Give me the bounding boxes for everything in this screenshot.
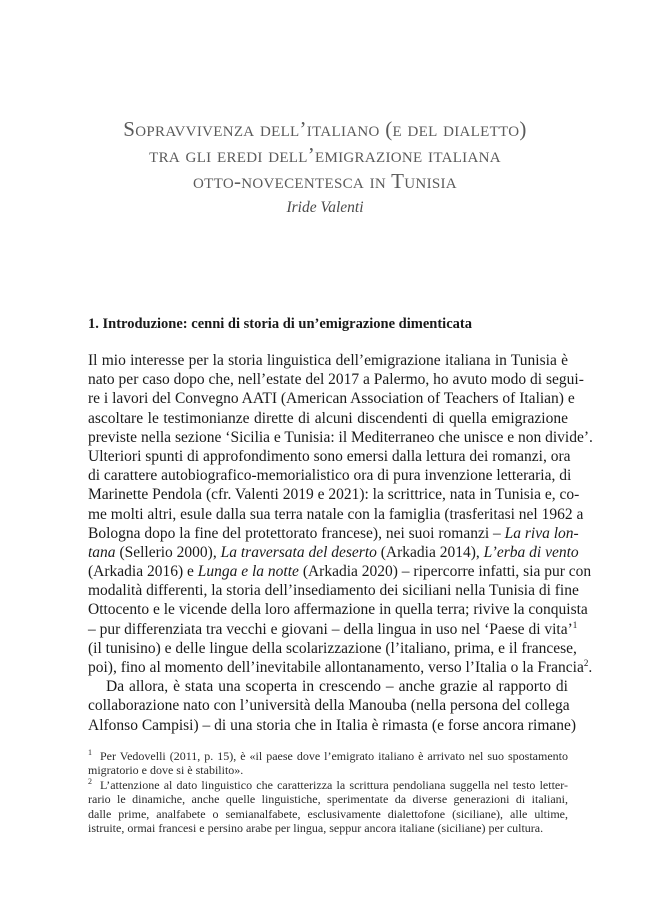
author-name: Iride Valenti [286, 199, 364, 216]
text-line: Ottocento e le vicende della loro affermazione in quella terra; rivive la conquista [88, 601, 588, 619]
text-line: Il mio interesse per la storia linguistica dell’emigrazione italiana in Tunisia è [88, 352, 568, 369]
text-segment: – pur differenziata tra vecchi e giovani – della lingua in uso nel ‘Paese di vita’ [88, 620, 573, 638]
text-line: Alfonso Campisi) – di una storia che in Italia è rimasta (e forse ancora rimane) [88, 716, 577, 734]
text-segment: (Arkadia 2020) – ripercorre infatti, sia pur con [302, 563, 592, 581]
footnote-text: Per Vedovelli (2011, p. 15), è «il paese dove l’emigrato italiano è arrivato nel suo spostamento [100, 749, 568, 763]
footnote-line: migratorio e dove si è stabilito». [88, 763, 244, 778]
text-line: me molti altri, esule dalla sua terra natale con la famiglia (trasferitasi nel 1962 a [88, 505, 584, 523]
footnote-line: dalle prime, analfabete o semianalfabete, esclusivamente dialettofone (siciliane), alle ultime, [88, 806, 568, 821]
text-line: Da allora, è stata una scoperta in crescendo – anche grazie al rapporto di [106, 678, 568, 696]
text-line: re i lavori del Convegno AATI (American Association of Teachers of Italian) e [88, 390, 575, 408]
title-line-1: Sopravvivenza dell’italiano (e del dialetto) [123, 117, 527, 141]
body-text [88, 351, 593, 735]
text-segment: (Arkadia 2016) e [88, 563, 194, 581]
footnote-line [88, 778, 568, 792]
book-title: La riva lon- [504, 524, 579, 542]
text-line: ascoltare le testimonianze dirette di alcuni discendenti di quella emigrazione [88, 409, 568, 427]
footnote-number: 1 [88, 748, 92, 757]
text-line: di carattere autobiografico-memorialistico ora di pura invenzione letteraria, di [88, 467, 572, 485]
book-title: L’erba di vento [483, 543, 579, 561]
text-line: Ulteriori spunti di approfondimento sono emersi dalla lettura dei romanzi, ora [88, 447, 571, 465]
text-line: nato per caso dopo che, nell’estate del 2017 a Palermo, ho avuto modo di segui- [88, 371, 584, 389]
footnote-text: L’attenzione al dato linguistico che caratterizza la scrittura pendoliana suggella nel testo letter- [100, 777, 568, 792]
text-line [88, 619, 578, 639]
text-line [88, 543, 579, 562]
article-title [70, 116, 580, 194]
text-line: previste nella sezione ‘Sicilia e Tunisia: il Mediterraneo che unisce e non divide’. [88, 428, 593, 446]
footnote-line [88, 749, 568, 763]
title-line-3: otto-novecentesca in Tunisia [193, 169, 457, 193]
text-segment: (Sellerio 2000), [119, 543, 217, 561]
text-line: Marinette Pendola (cfr. Valenti 2019 e 2021): la scrittrice, nata in Tunisia e, co- [88, 486, 580, 504]
book-title: tana [88, 543, 116, 561]
text-line: modalità differenti, la storia dell’insediamento dei siciliani nella Tunisia di fine [88, 582, 579, 600]
text-line [88, 524, 579, 543]
text-segment: poi), fino al momento dell’inevitabile allontanamento, verso l’Italia o la Francia [88, 659, 584, 676]
text-segment: (Arkadia 2014), [380, 543, 480, 561]
text-line: (il tunisino) e delle lingue della scolarizzazione (l’italiano, prima, e il francese, [88, 639, 577, 657]
footnotes [88, 749, 568, 835]
section-heading: 1. Introduzione: cenni di storia di un’emigrazione dimenticata [88, 316, 472, 332]
footnote-number: 2 [88, 776, 92, 786]
text-segment: Bologna dopo la fine del protettorato francese), nei suoi romanzi – [88, 524, 501, 542]
text-line [88, 562, 592, 581]
footnote-ref[interactable]: 1 [572, 619, 578, 630]
book-title: La traversata del deserto [220, 543, 377, 561]
text-segment: . [588, 659, 593, 676]
text-line: collaborazione nato con l’università della Manouba (nella persona del collega [88, 697, 570, 715]
footnote-line: rario le dinamiche, anche quelle linguistiche, sperimentate da diverse generazioni di italiani, [88, 792, 568, 807]
book-title: Lunga e la notte [197, 563, 299, 581]
title-line-2: tra gli eredi dell’emigrazione italiana [149, 143, 501, 167]
text-line [88, 657, 593, 677]
footnote-ref[interactable]: 2 [583, 657, 589, 668]
footnote-line: istruite, ormai francesi e persino arabe per lingua, seppur ancora italiane (siciliane) per cultura. [88, 820, 544, 835]
